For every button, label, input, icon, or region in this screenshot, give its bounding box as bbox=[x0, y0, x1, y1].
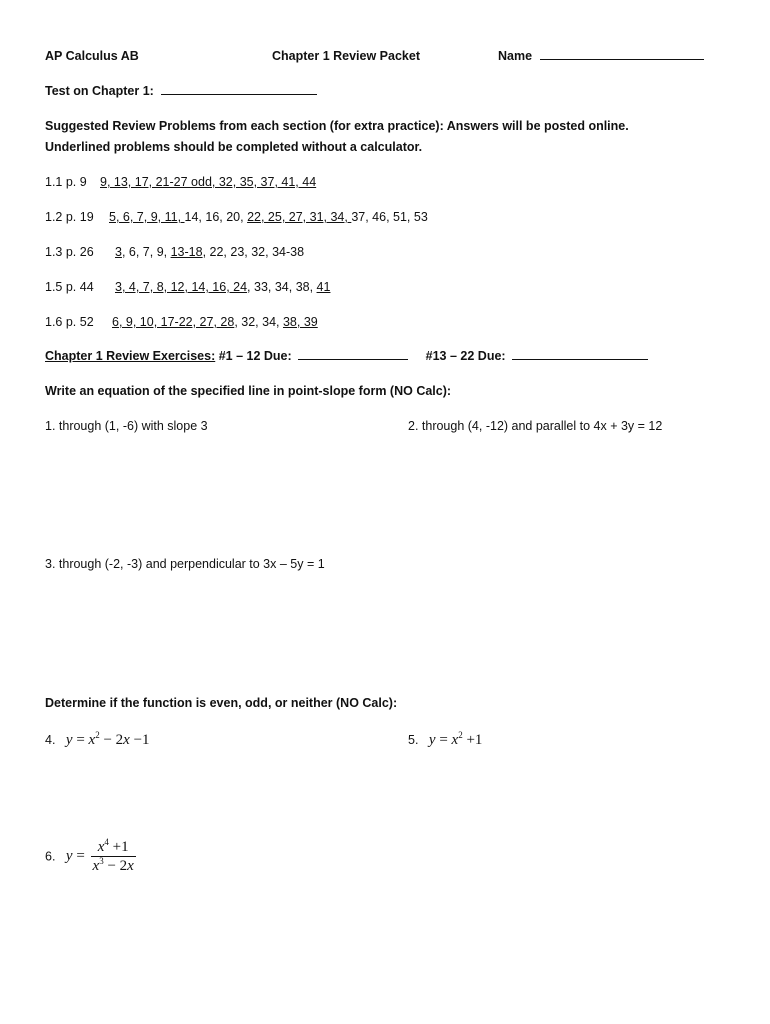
question-1: 1. through (1, -6) with slope 3 bbox=[45, 419, 208, 433]
no-calc-problems: 9, 13, 17, 21-27 odd, 32, 35, 37, 41, 44 bbox=[100, 175, 317, 189]
test-label: Test on Chapter 1: bbox=[45, 84, 154, 98]
question-3: 3. through (-2, -3) and perpendicular to 3x – 5y = 1 bbox=[45, 557, 325, 571]
name-blank bbox=[540, 48, 704, 60]
review-part2-blank bbox=[512, 348, 648, 360]
name-field bbox=[498, 48, 704, 64]
no-calc-problems: 5, 6, 7, 9, 11, bbox=[109, 210, 185, 224]
question-4 bbox=[45, 731, 150, 749]
question-5-equation: $y = x^2 +1$ bbox=[428, 730, 483, 748]
no-calc-problems: 3 bbox=[115, 245, 122, 259]
review-part1-label: #1 – 12 Due: bbox=[218, 349, 292, 363]
calc-problems: , 33, 34, 38, bbox=[247, 280, 317, 294]
section-problems bbox=[115, 279, 330, 295]
no-calc-problems: 22, 25, 27, 31, 34, bbox=[247, 210, 352, 224]
section-label: 1.5 p. 44 bbox=[45, 280, 94, 294]
section-problems bbox=[112, 314, 318, 330]
question-4-equation: $y = x^2 - 2x -1$ bbox=[65, 730, 150, 748]
intro-line-2: Underlined problems should be completed without a calculator. bbox=[45, 140, 423, 154]
question-6-number: 6. bbox=[45, 849, 56, 864]
section-label: 1.6 p. 52 bbox=[45, 315, 94, 329]
name-label: Name bbox=[498, 49, 533, 63]
question-6-equation: y = $\frac{x^4 +1}{x^3 - 2x}$ bbox=[65, 837, 134, 874]
packet-title: Chapter 1 Review Packet bbox=[272, 49, 420, 63]
question-2: 2. through (4, -12) and parallel to 4x + 3y = 12 bbox=[408, 419, 663, 433]
section-label: 1.2 p. 19 bbox=[45, 210, 94, 224]
calc-problems: , 6, 7, 9, bbox=[121, 245, 171, 259]
section-label: 1.3 p. 26 bbox=[45, 245, 94, 259]
question-5 bbox=[408, 731, 482, 749]
review-part2-label: #13 – 22 Due: bbox=[425, 349, 506, 363]
review-exercises-line bbox=[45, 348, 648, 364]
calc-problems: 14, 16, 20, bbox=[184, 210, 248, 224]
test-date-line bbox=[45, 83, 317, 99]
question-6-fraction: $\frac{x^4 +1}{x^3 - 2x}$ bbox=[92, 837, 134, 874]
no-calc-problems: 6, 9, 10, 17-22, 27, 28 bbox=[112, 315, 235, 329]
section-heading-point-slope: Write an equation of the specified line in point-slope form (NO Calc): bbox=[45, 384, 452, 398]
no-calc-problems: 38, 39 bbox=[282, 315, 318, 329]
section-label: 1.1 p. 9 bbox=[45, 175, 87, 189]
question-6 bbox=[45, 838, 136, 875]
calc-problems: , 22, 23, 32, 34-38 bbox=[202, 245, 305, 259]
course-title: AP Calculus AB bbox=[45, 49, 139, 63]
review-part1-blank bbox=[298, 348, 408, 360]
no-calc-problems: 13-18 bbox=[170, 245, 203, 259]
calc-problems: 37, 46, 51, 53 bbox=[351, 210, 428, 224]
question-4-number: 4. bbox=[45, 733, 56, 747]
no-calc-problems: 3, 4, 7, 8, 12, 14, 16, 24 bbox=[115, 280, 248, 294]
calc-problems: , 32, 34, bbox=[234, 315, 283, 329]
section-problems bbox=[100, 174, 316, 190]
question-5-number: 5. bbox=[408, 733, 419, 747]
intro-line-1: Suggested Review Problems from each section (for extra practice): Answers will be posted online. bbox=[45, 119, 629, 133]
test-date-blank bbox=[161, 83, 317, 95]
section-problems bbox=[109, 209, 428, 225]
section-heading-even-odd: Determine if the function is even, odd, or neither (NO Calc): bbox=[45, 696, 398, 710]
review-label: Chapter 1 Review Exercises: bbox=[45, 349, 216, 363]
section-problems bbox=[115, 244, 304, 260]
no-calc-problems: 41 bbox=[316, 280, 331, 294]
